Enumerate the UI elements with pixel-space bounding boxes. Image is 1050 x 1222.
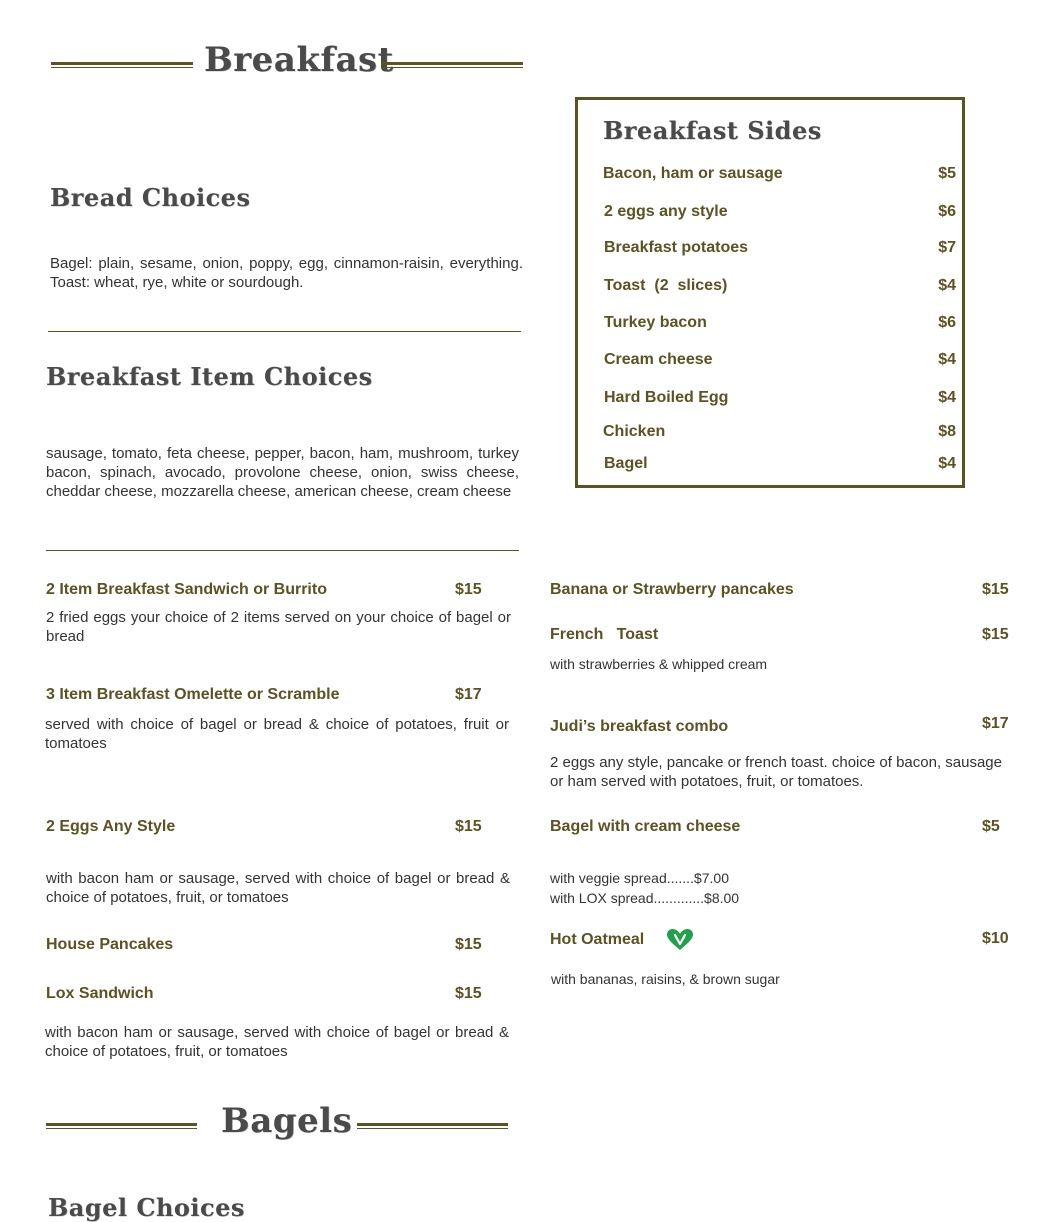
side-item-price: $5	[938, 165, 956, 182]
menu-item-price: $15	[982, 581, 1009, 598]
side-item-name: Cream cheese	[604, 351, 713, 368]
menu-item-price: $17	[455, 686, 482, 703]
menu-item-desc: with bacon ham or sausage, served with choice of bagel or bread & choice of potatoes, fruit, or tomatoes	[46, 870, 510, 906]
breakfast-sides-box	[575, 97, 965, 488]
side-item-price: $6	[938, 203, 956, 220]
side-item-name: Bagel	[604, 455, 648, 472]
menu-item-name: 3 Item Breakfast Omelette or Scramble	[46, 686, 340, 703]
menu-item-desc: 2 eggs any style, pancake or french toast. choice of bacon, sausage or ham served with potatoes, fruit, or tomatoes.	[550, 754, 1002, 790]
menu-item-desc: served with choice of bagel or bread & choice of potatoes, fruit or tomatoes	[45, 716, 509, 752]
bagel-choices-heading: Bagel Choices	[48, 1193, 245, 1222]
divider	[48, 331, 521, 332]
breakfast-sides-title: Breakfast Sides	[603, 116, 822, 145]
side-item-price: $4	[938, 455, 956, 472]
menu-item-price: $10	[982, 930, 1009, 947]
side-item-name: Turkey bacon	[604, 314, 707, 331]
title-rule-left	[46, 1123, 197, 1127]
menu-item-name: Hot Oatmeal	[550, 931, 645, 948]
side-item-price: $8	[938, 423, 956, 440]
item-choices-heading: Breakfast Item Choices	[46, 362, 373, 391]
menu-item-name: 2 Item Breakfast Sandwich or Burrito	[46, 581, 327, 598]
divider	[46, 550, 519, 551]
menu-item-desc: 2 fried eggs your choice of 2 items served on your choice of bagel or bread	[46, 609, 511, 645]
side-item-price: $6	[938, 314, 956, 331]
menu-item-price: $5	[982, 818, 1000, 835]
menu-item-name: French Toast	[550, 626, 659, 643]
side-item-name: Bacon, ham or sausage	[603, 165, 783, 182]
menu-item-extra: with veggie spread.......$7.00	[550, 870, 729, 886]
menu-item-price: $17	[982, 715, 1009, 732]
side-item-price: $7	[938, 239, 956, 256]
item-choices-text: sausage, tomato, feta cheese, pepper, bacon, ham, mushroom, turkey bacon, spinach, avocado, provolone cheese, onion, swiss cheese, cheddar cheese, mozzarella cheese, american cheese, cream cheese	[46, 445, 519, 500]
menu-item-price: $15	[455, 581, 482, 598]
bread-choices-heading: Bread Choices	[50, 183, 251, 212]
side-item-price: $4	[938, 389, 956, 406]
side-item-price: $4	[938, 277, 956, 294]
title-rule-left	[51, 62, 193, 66]
side-item-name: Hard Boiled Egg	[604, 389, 729, 406]
menu-item-price: $15	[455, 818, 482, 835]
menu-item-price: $15	[982, 626, 1009, 643]
title-rule-right	[357, 1123, 508, 1127]
side-item-name: Breakfast potatoes	[604, 239, 749, 256]
bagels-title: Bagels	[221, 1101, 353, 1141]
side-item-name: Toast (2 slices)	[604, 277, 728, 294]
menu-item-name: Bagel with cream cheese	[550, 818, 741, 835]
breakfast-title: Breakfast	[204, 40, 394, 80]
menu-item-desc: with bananas, raisins, & brown sugar	[551, 971, 780, 987]
side-item-price: $4	[938, 351, 956, 368]
menu-item-name: 2 Eggs Any Style	[46, 818, 176, 835]
side-item-name: 2 eggs any style	[604, 203, 728, 220]
title-rule-right	[381, 62, 523, 66]
menu-item-name: House Pancakes	[46, 936, 174, 953]
menu-item-price: $15	[455, 985, 482, 1002]
vegan-heart-icon	[667, 929, 693, 951]
menu-item-extra: with LOX spread.............$8.00	[550, 890, 740, 906]
menu-item-desc: with bacon ham or sausage, served with choice of bagel or bread & choice of potatoes, fruit, or tomatoes	[45, 1024, 509, 1060]
side-item-name: Chicken	[603, 423, 666, 440]
menu-item-name: Lox Sandwich	[46, 985, 154, 1002]
menu-item-desc: with strawberries & whipped cream	[550, 656, 768, 672]
menu-item-price: $15	[455, 936, 482, 953]
menu-item-name: Banana or Strawberry pancakes	[550, 581, 794, 598]
bread-choices-text: Bagel: plain, sesame, onion, poppy, egg, cinnamon-raisin, everything. Toast: wheat, rye, white or sourdough.	[50, 255, 523, 291]
menu-item-name: Judi’s breakfast combo	[550, 718, 729, 735]
